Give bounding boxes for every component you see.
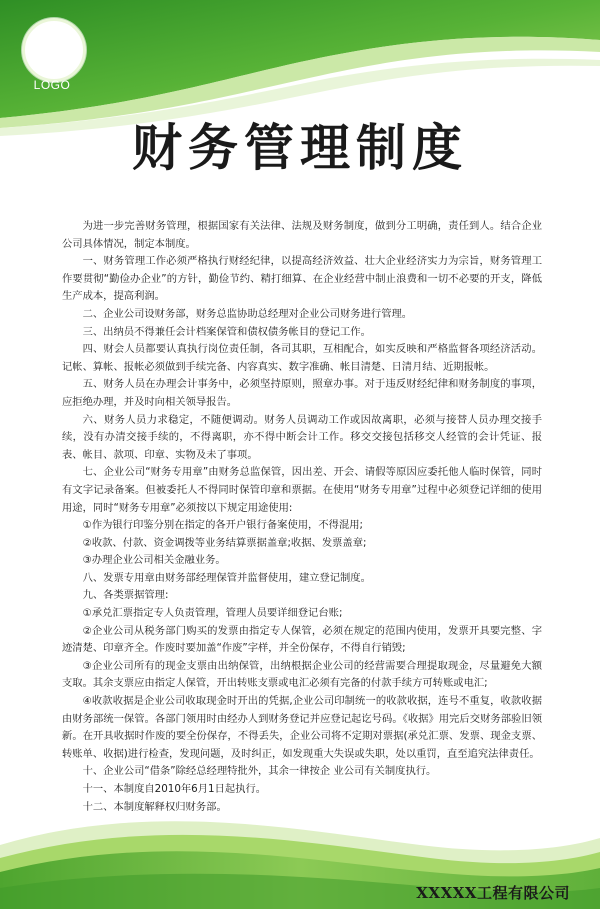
page-title: 财务管理制度 (132, 119, 468, 177)
regulation-body (62, 218, 542, 816)
clause-9-item-1: ①承兑汇票指定专人负责管理，管理人员要详细登记台账; (82, 607, 343, 620)
clause-12: 十二、本制度解释权归财务部。 (82, 800, 227, 813)
clause-7-item-2: ②收款、付款、资金调拨等业务结算票据盖章;收据、发票盖章; (82, 536, 367, 549)
clause-5: 五、财务人员在办理会计事务中，必须坚持原则，照章办事。对于违反财经纪律和财务制度的事项，应拒绝办理，并及时向相关领导报告。 (62, 378, 542, 408)
clause-8: 八、发票专用章由财务部经理保管并监督使用，建立登记制度。 (82, 571, 371, 584)
intro-paragraph: 为进一步完善财务管理，根据国家有关法律、法规及财务制度，做到分工明确，责任到人。结合企业公司具体情况，制定本制度。 (62, 220, 542, 250)
clause-10: 十、企业公司“借条”除经总经理特批外，其余一律按企 业公司有关制度执行。 (82, 765, 437, 778)
clause-2: 二、企业公司设财务部，财务总监协助总经理对企业公司财务进行管理。 (82, 307, 413, 320)
clause-6: 六、财务人员力求稳定，不随便调动。财务人员调动工作或因故离职，必须与接替人员办理交接手续，没有办清交接手续的，不得离职，亦不得中断会计工作。移交交接包括移交人经管的会计凭证、报表、帐目、款项、印章、实物及未了事项。 (62, 413, 542, 461)
clause-3: 三、出纳员不得兼任会计档案保管和债权债务帐目的登记工作。 (82, 325, 371, 338)
clause-11: 十一、本制度自2010年6月1日起执行。 (82, 783, 267, 795)
clause-9: 九、各类票据管理: (82, 589, 169, 602)
clause-1: 一、财务管理工作必须严格执行财经纪律，以提高经济效益、壮大企业经济实力为宗旨，财务管理工作要贯彻“勤俭办企业”的方针，勤俭节约、精打细算、在企业经营中制止浪费和一切不必要的开支，降低生产成本，提高利润。 (62, 255, 542, 303)
logo-text: LOGO (33, 78, 71, 92)
clause-4: 四、财会人员都要认真执行岗位责任制，各司其职，互相配合，如实反映和严格监督各项经济活动。记帐、算帐、报帐必须做到手续完备、内容真实、数字准确、帐目清楚、日清月结、近期报帐。 (62, 343, 542, 373)
clause-9-item-3: ③企业公司所有的现金支票由出纳保管，出纳根据企业公司的经营需要合理提取现金，尽量避免大额支取。其余支票应由指定人保管，开出转账支票或电汇必须有完备的付款手续方可转账或电汇; (62, 659, 542, 690)
clause-7-item-3: ③办理企业公司相关金融业务。 (82, 554, 226, 567)
logo-circle (22, 18, 86, 82)
clause-7: 七、企业公司“财务专用章”由财务总监保管，因出差、开会、请假等原因应委托他人临时保管，同时有文字记录备案。但被委托人不得同时保管印章和票据。在使用“财务专用章”过程中必须登记详细的使用用途，同时“财务专用章”必须按以下规定用途使用: (62, 466, 542, 514)
clause-9-item-2: ②企业公司从税务部门购买的发票由指定专人保管，必须在规定的范围内使用，发票开具要完整、字迹清楚、印章齐全。作废时要加盖“作废”字样，并全份保存，不得自行销毁; (62, 624, 542, 655)
clause-7-item-1: ①作为银行印鉴分别在指定的各开户银行备案使用，不得混用; (82, 519, 364, 532)
company-name: XXXXX工程有限公司 (416, 884, 570, 902)
clause-9-item-4: ④收款收据是企业公司收取现金时开出的凭据,企业公司印制统一的收款收据，连号不重复，收款收据由财务部统一保管。各部门领用时由经办人到财务登记并应登记起讫号码。《收据》用完后交财务部验旧领新。在开具收据时作废的要全份保存，不得丢失，企业公司将不定期对票据(承兑汇票、发票、现金支票、转账单、收据)进行检查，发现问题，及时纠正，如发现重大失误或失职，处以重罚，直至追究法律责任。 (62, 695, 542, 760)
